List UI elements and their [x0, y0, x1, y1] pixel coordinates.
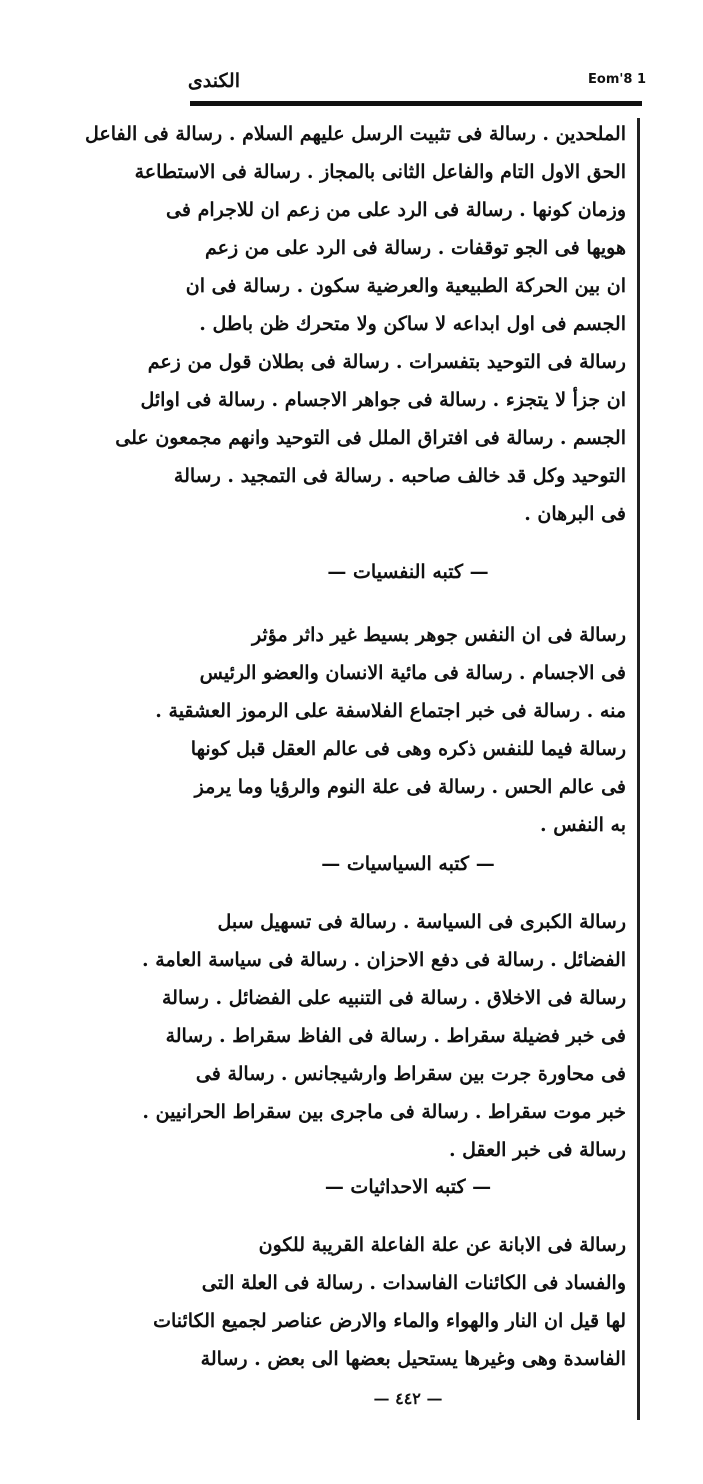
text-line: الجسم . رسالة فى افتراق الملل فى التوحيد وانهم مجمعون على [115, 427, 626, 449]
text-line: الجسم فى اول ابداعه لا ساكن ولا متحرك ظن باطل . [199, 313, 626, 335]
section-heading-ahdathiyat: — كتبه الاحداثيات — [324, 1176, 492, 1198]
text-line: وزمان كونها . رسالة فى الرد على من زعم ان للاجرام فى [166, 199, 626, 221]
section-heading-nafsiyat: — كتبه النفسيات — [327, 561, 489, 583]
section4-text [153, 1226, 626, 1378]
header-rule [190, 101, 642, 106]
text-line: رسالة الكبرى فى السياسة . رسالة فى تسهيل سبل [217, 911, 626, 933]
text-line: رسالة فى خبر العقل . [448, 1139, 626, 1161]
text-line: الملحدين . رسالة فى تثبيت الرسل عليهم السلام . رسالة فى الفاعل [85, 123, 626, 145]
text-line: رسالة فى الابانة عن علة الفاعلة القريبة للكون [258, 1234, 626, 1256]
section1-text [85, 115, 626, 533]
header-code: Eom'8 1 [588, 72, 646, 87]
text-line: التوحيد وكل قد خالف صاحبه . رسالة فى التمجيد . رسالة [173, 465, 626, 487]
text-line: فى محاورة جرت بين سقراط وارشيجانس . رسالة فى [195, 1063, 626, 1085]
text-line: رسالة فى ان النفس جوهر بسيط غير داثر مؤثر [251, 624, 626, 646]
text-line: الفضائل . رسالة فى دفع الاحزان . رسالة فى سياسة العامة . [142, 949, 626, 971]
margin-rule [637, 118, 640, 1420]
text-line: لها قيل ان النار والهواء والماء والارض عناصر لجميع الكائنات [153, 1310, 626, 1332]
text-line: به النفس . [540, 814, 626, 836]
text-line: فى الاجسام . رسالة فى مائية الانسان والعضو الرئيس [199, 662, 626, 684]
text-line: رسالة فى التوحيد بتفسرات . رسالة فى بطلان قول من زعم [147, 351, 626, 373]
running-header [188, 70, 644, 100]
text-line: الفاسدة وهى وغيرها يستحيل بعضها الى بعض . رسالة [200, 1348, 626, 1370]
text-line: ان بين الحركة الطبيعية والعرضية سكون . رسالة فى ان [185, 275, 626, 297]
text-line: رسالة فى الاخلاق . رسالة فى التنبيه على الفضائل . رسالة [161, 987, 626, 1009]
text-line: منه . رسالة فى خبر اجتماع الفلاسفة على الرموز العشقية . [155, 700, 626, 722]
text-line: ان جزأ لا يتجزء . رسالة فى جواهر الاجسام . رسالة فى اوائل [140, 389, 626, 411]
text-line: الحق الاول التام والفاعل الثانى بالمجاز . رسالة فى الاستطاعة [134, 161, 626, 183]
header-title: الكندى [187, 70, 240, 92]
text-line: فى البرهان . [524, 503, 626, 525]
text-line: رسالة فيما للنفس ذكره وهى فى عالم العقل قبل كونها [190, 738, 626, 760]
section2-text [155, 616, 626, 844]
text-line: خبر موت سقراط . رسالة فى ماجرى بين سقراط الحرانيين . [142, 1101, 626, 1123]
text-line: فى خبر فضيلة سقراط . رسالة فى الفاظ سقراط . رسالة [165, 1025, 626, 1047]
text-line: هويها فى الجو توقفات . رسالة فى الرد على من زعم [204, 237, 626, 259]
page-number: — ٤٤٢ — [373, 1389, 443, 1408]
section3-text [142, 903, 626, 1169]
section-heading-siyasiyat: — كتبه السياسيات — [321, 853, 495, 875]
text-line: والفساد فى الكائنات الفاسدات . رسالة فى العلة التى [201, 1272, 626, 1294]
text-line: فى عالم الحس . رسالة فى علة النوم والرؤيا وما يرمز [194, 776, 626, 798]
